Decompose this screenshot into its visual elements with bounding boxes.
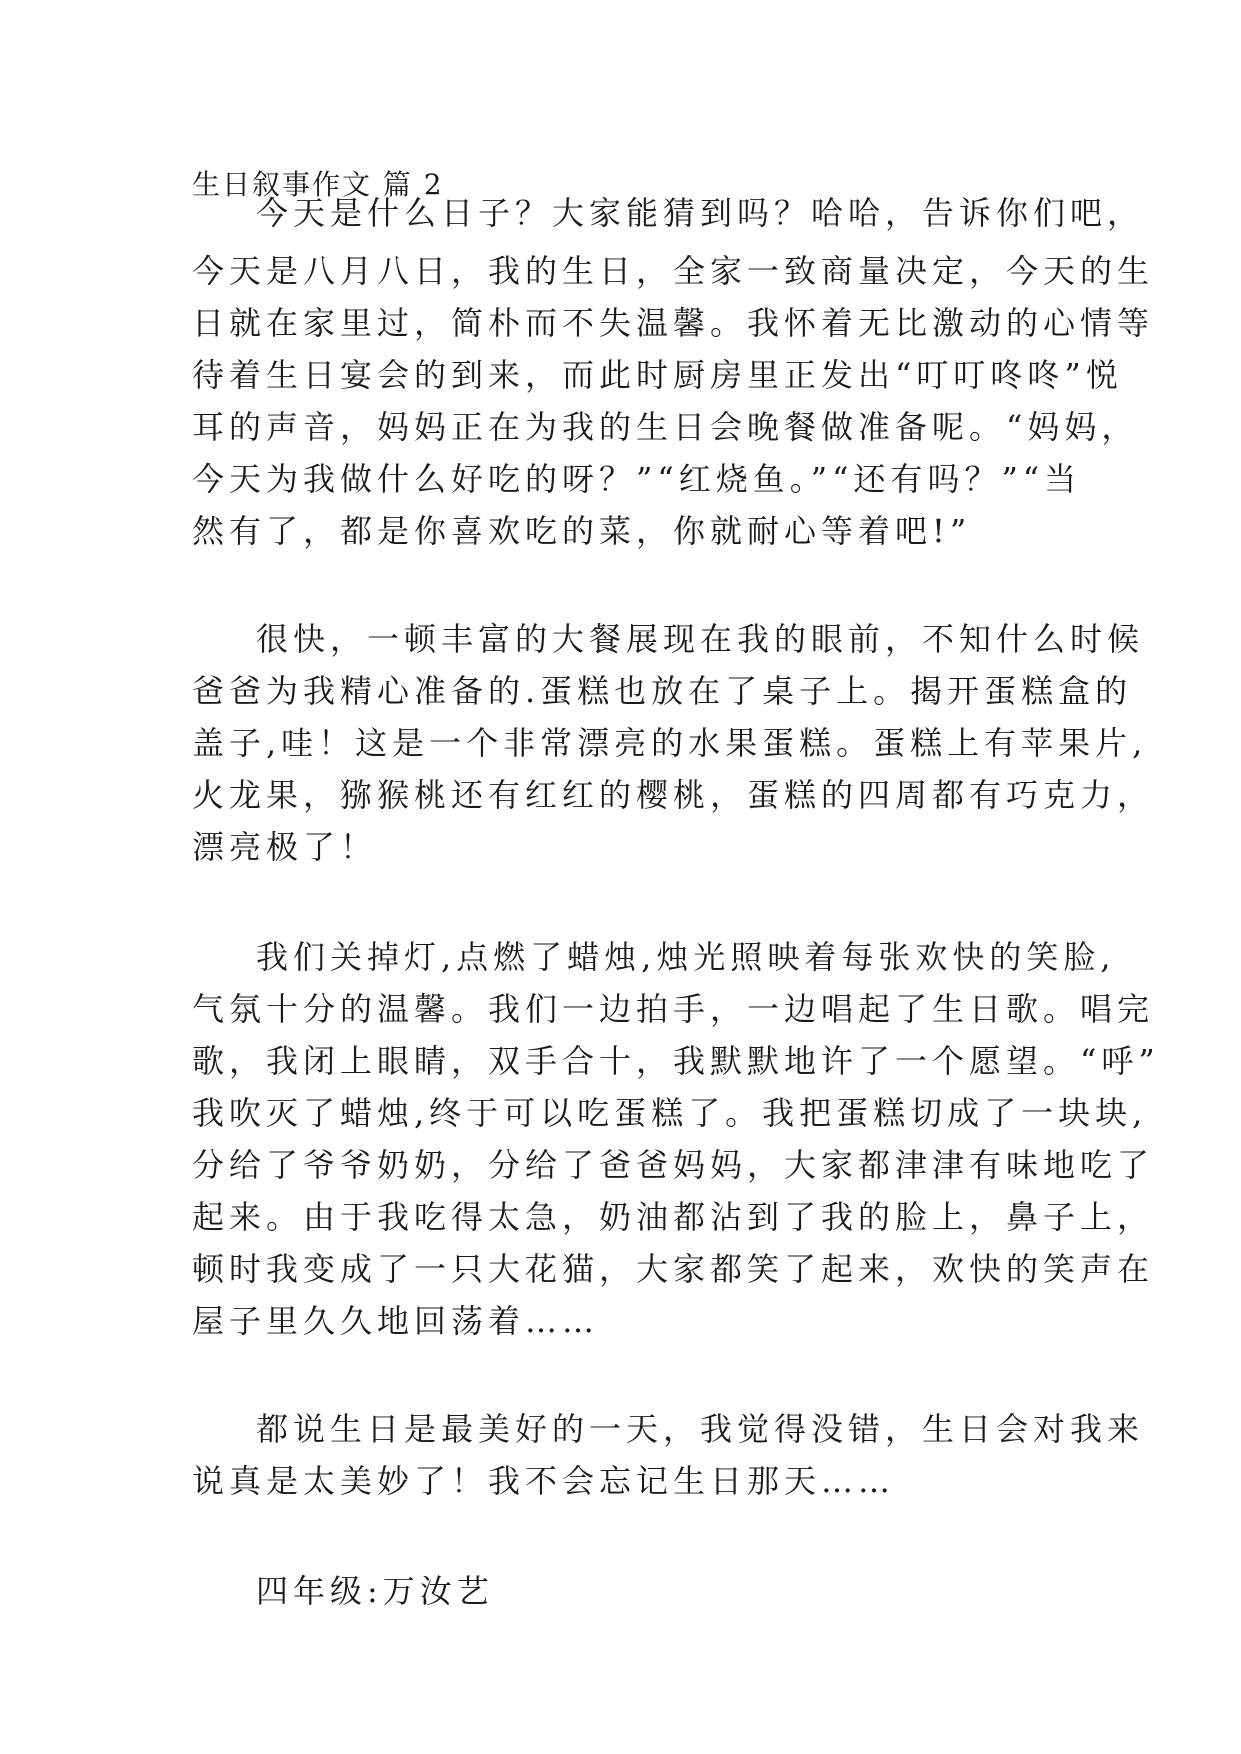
paragraph-1-line-6: 今天为我做什么好吃的呀？”“红烧鱼。”“还有吗？”“当 [192,460,1082,498]
paragraph-4-line-1: 都说生日是最美好的一天，我觉得没错，生日会对我来 [256,1410,1145,1448]
paragraph-4-line-2: 说真是太美妙了！我不会忘记生日那天…… [192,1462,896,1500]
paragraph-3-line-6: 起来。由于我吃得太急，奶油都沾到了我的脸上，鼻子上， [192,1198,1155,1236]
paragraph-3-line-4: 我吹灭了蜡烛,终于可以吃蛋糕了。我把蛋糕切成了一块块, [192,1094,1148,1132]
paragraph-3-line-1: 我们关掉灯,点燃了蜡烛,烛光照映着每张欢快的笑脸, [256,938,1116,976]
paragraph-1-line-2: 今天是八月八日，我的生日，全家一致商量决定，今天的生 [192,252,1155,290]
paragraph-1-line-4: 待着生日宴会的到来，而此时厨房里正发出“叮叮咚咚”悦 [192,356,1123,394]
author-line: 四年级:万汝艺 [256,1572,494,1610]
document-title: 生日叙事作文 篇 2 [192,168,444,201]
paragraph-2-line-4: 火龙果，猕猴桃还有红红的樱桃，蛋糕的四周都有巧克力， [192,776,1155,814]
paragraph-3-line-5: 分给了爷爷奶奶，分给了爸爸妈妈，大家都津津有味地吃了 [192,1146,1155,1184]
paragraph-3-line-8: 屋子里久久地回荡着…… [192,1302,600,1340]
paragraph-2-line-3: 盖子,哇！这是一个非常漂亮的水果蛋糕。蛋糕上有苹果片, [192,724,1148,762]
paragraph-1-line-5: 耳的声音，妈妈正在为我的生日会晚餐做准备呢。“妈妈， [192,408,1139,446]
paragraph-3-line-3: 歌，我闭上眼睛，双手合十，我默默地许了一个愿望。“呼” [192,1042,1160,1080]
paragraph-2-line-5: 漂亮极了！ [192,828,378,866]
paragraph-3-line-2: 气氛十分的温馨。我们一边拍手，一边唱起了生日歌。唱完 [192,990,1155,1028]
paragraph-3-line-7: 顿时我变成了一只大花猫，大家都笑了起来，欢快的笑声在 [192,1250,1155,1288]
paragraph-1-line-1: 今天是什么日子？大家能猜到吗？哈哈，告诉你们吧， [256,194,1145,232]
paragraph-1-line-3: 日就在家里过，简朴而不失温馨。我怀着无比激动的心情等 [192,304,1155,342]
paragraph-1-line-7: 然有了，都是你喜欢吃的菜，你就耐心等着吧!” [192,512,972,550]
paragraph-2-line-1: 很快，一顿丰富的大餐展现在我的眼前，不知什么时候 [256,620,1145,658]
paragraph-2-line-2: 爸爸为我精心准备的.蛋糕也放在了桌子上。揭开蛋糕盒的 [192,672,1133,710]
